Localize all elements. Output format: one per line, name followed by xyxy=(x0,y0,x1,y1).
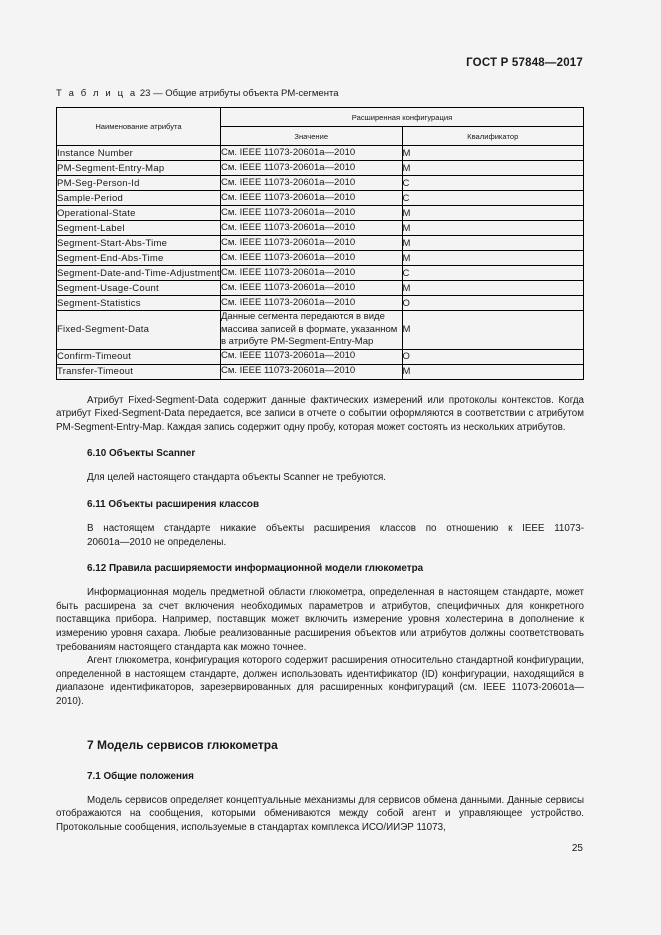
cell-value: См. IEEE 11073-20601a—2010 xyxy=(221,251,403,266)
header-value: Значение xyxy=(221,127,403,146)
cell-value: См. IEEE 11073-20601a—2010 xyxy=(221,161,403,176)
table-header-row-1 xyxy=(57,108,584,127)
cell-value: См. IEEE 11073-20601a—2010 xyxy=(221,236,403,251)
table-caption-label: Т а б л и ц а xyxy=(56,88,138,99)
paragraph-7-1: Модель сервисов определяет концептуальные механизмы для сервисов обмена данными. Данные сервисы отображаются на сообщения, которыми обмениваются между собой агент и управляющее устройство. Протокольные сообщения, используемые в стандартах комплекса ИСО/ИИЭР 11073, xyxy=(56,794,584,833)
cell-qualifier: M xyxy=(402,281,584,296)
paragraph-6-12-1: Информационная модель предметной области глюкометра, определенная в настоящем стандарте, может быть расширена за счет включения необходимых параметров и атрибутов, специфичных для конкретного поставщика прибора. Например, поставщик может включить измерение уровня холестерина в дополнение к измерению уровня сахара. Любые реализованные расширения объектов или атрибутов должны соответствовать требованиям настоящего стандарта как можно точнее. xyxy=(56,587,584,653)
cell-value: См. IEEE 11073-20601a—2010 xyxy=(221,221,403,236)
page-number: 25 xyxy=(571,843,583,854)
cell-qualifier: C xyxy=(402,176,584,191)
cell-attribute-name: Segment-Statistics xyxy=(57,296,221,311)
header-attribute-name: Наименование атрибута xyxy=(57,108,221,146)
cell-qualifier: C xyxy=(402,191,584,206)
cell-value: См. IEEE 11073-20601a—2010 xyxy=(221,349,403,364)
cell-qualifier: M xyxy=(402,206,584,221)
cell-attribute-name: Segment-Date-and-Time-Adjustment xyxy=(57,267,220,279)
cell-attribute-name: Sample-Period xyxy=(57,191,221,206)
cell-attribute-name: Segment-Label xyxy=(57,221,221,236)
cell-qualifier: M xyxy=(402,251,584,266)
table-caption xyxy=(56,88,584,99)
paragraph-6-10: Для целей настоящего стандарта объекты Scanner не требуются. xyxy=(87,472,387,484)
paragraph-6-11-line1: В настоящем стандарте никакие объекты расширения классов по отношению к IEEE 11073- xyxy=(87,522,584,534)
table-row xyxy=(57,311,584,350)
table-row xyxy=(57,191,584,206)
heading-7-1: 7.1 Общие положения xyxy=(87,770,194,782)
table-row xyxy=(57,206,584,221)
cell-qualifier: C xyxy=(402,266,584,281)
heading-7: 7 Модель сервисов глюкометра xyxy=(87,737,278,752)
cell-qualifier: O xyxy=(402,296,584,311)
table-row xyxy=(57,349,584,364)
header-extended-config: Расширенная конфигурация xyxy=(221,108,584,127)
table-body xyxy=(57,146,584,380)
cell-attribute-name: Confirm-Timeout xyxy=(57,349,221,364)
table-row xyxy=(57,281,584,296)
table-row xyxy=(57,296,584,311)
table-row xyxy=(57,266,584,281)
table-row xyxy=(57,176,584,191)
cell-value: См. IEEE 11073-20601a—2010 xyxy=(221,206,403,221)
header-qualifier: Квалификатор xyxy=(402,127,584,146)
table-row xyxy=(57,251,584,266)
cell-qualifier: M xyxy=(402,221,584,236)
cell-attribute-name: PM-Seg-Person-Id xyxy=(57,176,221,191)
cell-qualifier: M xyxy=(402,364,584,379)
table-row xyxy=(57,364,584,379)
paragraph-6-11 xyxy=(56,522,584,549)
paragraph-fixed-segment-data: Атрибут Fixed-Segment-Data содержит данные фактических измерений или протоколы контекстов. Когда атрибут Fixed-Segment-Data передается, все записи в отчете о событии оформляются в соответствии с атрибутом PM-Segment-Entry-Map. Каждая запись содержит одну пробу, которая может состоять из нескольких атрибутов. xyxy=(56,394,584,433)
cell-qualifier: O xyxy=(402,349,584,364)
cell-qualifier: M xyxy=(402,161,584,176)
cell-attribute-name: Segment-End-Abs-Time xyxy=(57,251,221,266)
table-row xyxy=(57,161,584,176)
cell-value: См. IEEE 11073-20601a—2010 xyxy=(221,364,403,379)
cell-attribute-name: Transfer-Timeout xyxy=(57,364,221,379)
page-content xyxy=(56,88,584,834)
cell-value: См. IEEE 11073-20601a—2010 xyxy=(221,176,403,191)
cell-qualifier: M xyxy=(402,311,584,350)
cell-attribute-name: PM-Segment-Entry-Map xyxy=(57,161,221,176)
table-head xyxy=(57,108,584,146)
paragraph-6-12-2: Агент глюкометра, конфигурация которого содержит расширения относительно стандартной конфигурации, определенной в настоящем стандарте, должен использовать идентификатор (ID) конфигурации, находящийся в диапазоне идентификаторов, зарезервированных для расширенных конфигураций (см. IEEE 11073-20601a—2010). xyxy=(56,655,584,707)
cell-value: См. IEEE 11073-20601a—2010 xyxy=(221,191,403,206)
table-row xyxy=(57,146,584,161)
table-caption-text: 23 — Общие атрибуты объекта PM-сегмента xyxy=(139,88,339,99)
cell-value: См. IEEE 11073-20601a—2010 xyxy=(221,296,403,311)
heading-6-10: 6.10 Объекты Scanner xyxy=(87,448,196,460)
cell-value: Данные сегмента передаются в виде массива записей в формате, указанном в атрибуте PM-Segment-Entry-Map xyxy=(221,311,403,350)
document-header: ГОСТ Р 57848—2017 xyxy=(466,57,583,69)
paragraph-6-11-line2: 20601a—2010 не определены. xyxy=(87,536,227,548)
cell-attribute-name: Segment-Usage-Count xyxy=(57,281,221,296)
cell-value: См. IEEE 11073-20601a—2010 xyxy=(221,146,403,161)
cell-value: См. IEEE 11073-20601a—2010 xyxy=(221,281,403,296)
cell-attribute-name: Operational-State xyxy=(57,206,221,221)
cell-attribute-name: Fixed-Segment-Data xyxy=(57,311,221,350)
pm-segment-attributes-table xyxy=(56,107,584,380)
heading-6-12: 6.12 Правила расширяемости информационной модели глюкометра xyxy=(87,563,424,575)
heading-6-11: 6.11 Объекты расширения классов xyxy=(87,498,260,510)
cell-qualifier: M xyxy=(402,146,584,161)
table-row xyxy=(57,236,584,251)
cell-attribute-name: Segment-Start-Abs-Time xyxy=(57,236,221,251)
cell-qualifier: M xyxy=(402,236,584,251)
table-row xyxy=(57,221,584,236)
cell-value: См. IEEE 11073-20601a—2010 xyxy=(221,266,403,281)
cell-attribute-name: Instance Number xyxy=(57,146,221,161)
